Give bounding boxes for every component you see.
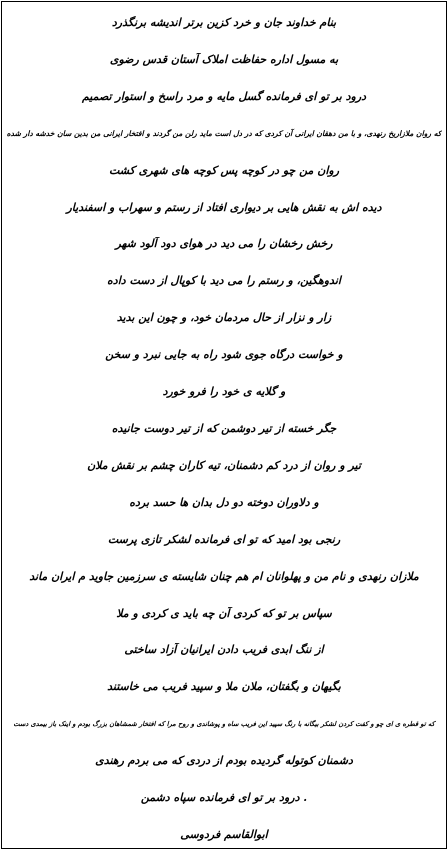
poem-line-13: تیر و روان از درد کم دشمنان، تیه کاران چشم بر نقش ملان: [87, 458, 361, 472]
poem-line-19: بگیهان و بگفتان، ملان ملا و سپید فریب می خاستند: [107, 680, 341, 694]
signature: ابوالقاسم فردوسی: [180, 827, 268, 841]
poem-line-17: سپاس بر تو که کردی آن چه باید ی کردی و ملا: [116, 606, 332, 620]
poem-line-7: رخش رخشان را می دید در هوای دود آلود شهر: [115, 237, 333, 251]
poem-line-14: و دلاوران دوخته دو دل بدان ها حسد برده: [129, 495, 319, 509]
poem-line-2: به مسول اداره حفاظت املاک آستان قدس رضوی: [109, 52, 339, 66]
poem-line-12: جگر خسته از تیر دوشمن که از تیر دوست جانیده: [111, 421, 337, 435]
letter-page: [1, 1, 447, 849]
poem-line-5: روان من چو در کوچه پس کوچه های شهری کشت: [108, 163, 340, 177]
poem-line-22: . درود بر تو ای فرمانده سپاه دشمن: [140, 791, 308, 805]
poem-body: [6, 16, 442, 842]
poem-line-8: اندوهگین، و رستم را می دید با کوپال از دست داده: [107, 274, 341, 288]
poem-line-21: دشمنان کوتوله گردیده بودم از دردی که می بردم رهندی: [95, 754, 353, 768]
poem-line-10: و خواست درگاه جوی شود راه به جایی نبرد و سخن: [105, 348, 343, 362]
poem-line-18: از ننگ ابدی فریب دادن ایرانیان آزاد ساختی: [124, 643, 324, 657]
poem-line-16: ملازان رنهدی و نام من و پهلوانان ام هم چنان شایسته ی سرزمین جاوید م ایران ماند: [29, 569, 419, 583]
poem-line-15: رنجی بود امید که تو ای فرمانده لشکر تازی پرست: [107, 532, 341, 546]
poem-line-11: و گلایه ی خود را فرو خورد: [162, 385, 286, 399]
poem-line-20: که تو قطره ی ای چو و کفت کردن لشکر بیگانه با رنگ سپید این فریب ساه و پوشاندی و روح مرا که افتخار شمشاهان بزرگ بودم و اینک باز بیمدی دست: [13, 720, 435, 729]
poem-line-6: دیده اش به نقش هایی بر دیواری افتاد از رستم و سهراب و اسفندیار: [66, 200, 382, 214]
poem-line-1: بنام خداوند جان و خرد کزین برتر اندیشه برنگذرد: [111, 16, 337, 29]
poem-line-4: که روان ملازاریخ رنهدی، و با من دهقان ایرانی آن کردی که در دل است ماید رلن من گردند و افتخار ایرانی من بدین سان خدشه دار شده: [6, 128, 442, 138]
poem-line-3: درود بر تو ای فرمانده گسل مایه و مرد راسخ و استوار تصمیم: [81, 89, 367, 103]
poem-line-9: زار و نزار از حال مردمان خود، و چون این بدید: [116, 311, 332, 325]
